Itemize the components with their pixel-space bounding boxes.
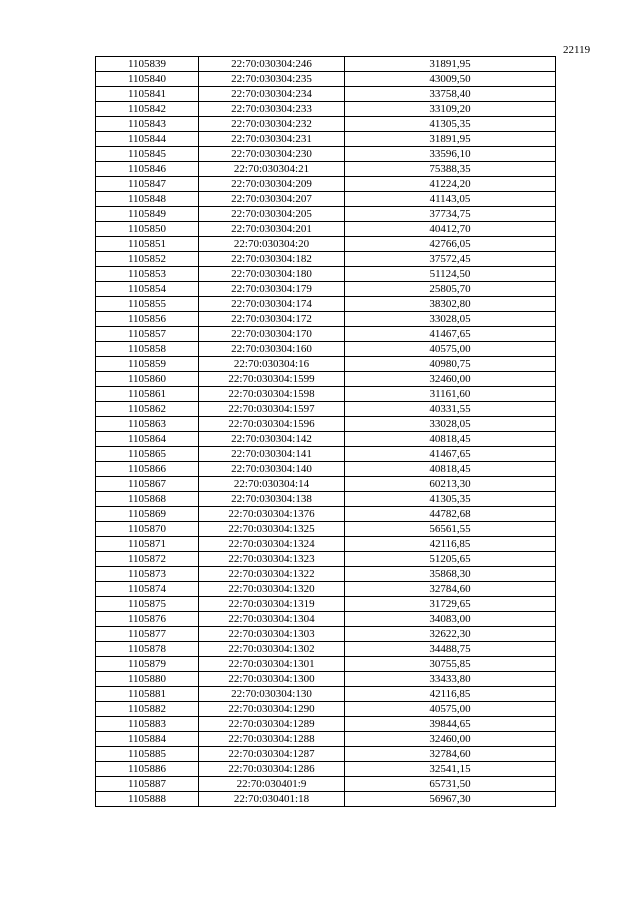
cadastral-value-cell: 75388,35 xyxy=(345,162,556,177)
cadastral-number-cell: 22:70:030304:230 xyxy=(199,147,345,162)
cadastral-value-cell: 65731,50 xyxy=(345,777,556,792)
row-number-cell: 1105860 xyxy=(96,372,199,387)
cadastral-value-cell: 31161,60 xyxy=(345,387,556,402)
table-row xyxy=(96,672,556,687)
cadastral-number-cell: 22:70:030304:201 xyxy=(199,222,345,237)
table-row xyxy=(96,237,556,252)
cadastral-value-cell: 41467,65 xyxy=(345,447,556,462)
table-row xyxy=(96,342,556,357)
table-row xyxy=(96,402,556,417)
cadastral-number-cell: 22:70:030304:14 xyxy=(199,477,345,492)
cadastral-number-cell: 22:70:030304:232 xyxy=(199,117,345,132)
cadastral-number-cell: 22:70:030304:205 xyxy=(199,207,345,222)
table-row xyxy=(96,777,556,792)
table-row xyxy=(96,732,556,747)
table-row xyxy=(96,522,556,537)
table-row xyxy=(96,477,556,492)
row-number-cell: 1105865 xyxy=(96,447,199,462)
cadastral-number-cell: 22:70:030304:1290 xyxy=(199,702,345,717)
table-row xyxy=(96,537,556,552)
row-number-cell: 1105872 xyxy=(96,552,199,567)
cadastral-value-cell: 40980,75 xyxy=(345,357,556,372)
row-number-cell: 1105878 xyxy=(96,642,199,657)
row-number-cell: 1105867 xyxy=(96,477,199,492)
table-row xyxy=(96,372,556,387)
row-number-cell: 1105859 xyxy=(96,357,199,372)
table-row xyxy=(96,387,556,402)
row-number-cell: 1105840 xyxy=(96,72,199,87)
table-row xyxy=(96,432,556,447)
cadastral-value-cell: 32784,60 xyxy=(345,747,556,762)
cadastral-value-cell: 33028,05 xyxy=(345,417,556,432)
cadastral-number-cell: 22:70:030304:246 xyxy=(199,57,345,72)
cadastral-value-cell: 37572,45 xyxy=(345,252,556,267)
table-row xyxy=(96,357,556,372)
table-row xyxy=(96,297,556,312)
table-row xyxy=(96,162,556,177)
cadastral-value-cell: 44782,68 xyxy=(345,507,556,522)
cadastral-number-cell: 22:70:030304:1597 xyxy=(199,402,345,417)
cadastral-number-cell: 22:70:030304:1302 xyxy=(199,642,345,657)
row-number-cell: 1105851 xyxy=(96,237,199,252)
row-number-cell: 1105862 xyxy=(96,402,199,417)
cadastral-value-cell: 42116,85 xyxy=(345,537,556,552)
cadastral-number-cell: 22:70:030304:160 xyxy=(199,342,345,357)
cadastral-value-cell: 31891,95 xyxy=(345,132,556,147)
cadastral-value-cell: 32460,00 xyxy=(345,732,556,747)
row-number-cell: 1105887 xyxy=(96,777,199,792)
cadastral-value-cell: 25805,70 xyxy=(345,282,556,297)
table-row xyxy=(96,147,556,162)
table-row xyxy=(96,657,556,672)
table-row xyxy=(96,762,556,777)
cadastral-value-cell: 39844,65 xyxy=(345,717,556,732)
row-number-cell: 1105881 xyxy=(96,687,199,702)
cadastral-value-cell: 41224,20 xyxy=(345,177,556,192)
table-row xyxy=(96,57,556,72)
row-number-cell: 1105854 xyxy=(96,282,199,297)
cadastral-value-cell: 56561,55 xyxy=(345,522,556,537)
cadastral-value-cell: 41305,35 xyxy=(345,492,556,507)
cadastral-value-cell: 37734,75 xyxy=(345,207,556,222)
cadastral-number-cell: 22:70:030304:1325 xyxy=(199,522,345,537)
row-number-cell: 1105858 xyxy=(96,342,199,357)
row-number-cell: 1105866 xyxy=(96,462,199,477)
cadastral-number-cell: 22:70:030304:182 xyxy=(199,252,345,267)
table-row xyxy=(96,207,556,222)
cadastral-value-cell: 32541,15 xyxy=(345,762,556,777)
cadastral-number-cell: 22:70:030401:9 xyxy=(199,777,345,792)
cadastral-number-cell: 22:70:030304:207 xyxy=(199,192,345,207)
table-row xyxy=(96,687,556,702)
row-number-cell: 1105864 xyxy=(96,432,199,447)
row-number-cell: 1105863 xyxy=(96,417,199,432)
cadastral-value-cell: 32622,30 xyxy=(345,627,556,642)
cadastral-number-cell: 22:70:030304:180 xyxy=(199,267,345,282)
cadastral-number-cell: 22:70:030304:234 xyxy=(199,87,345,102)
cadastral-value-cell: 34488,75 xyxy=(345,642,556,657)
cadastral-number-cell: 22:70:030304:1323 xyxy=(199,552,345,567)
row-number-cell: 1105848 xyxy=(96,192,199,207)
row-number-cell: 1105843 xyxy=(96,117,199,132)
cadastral-number-cell: 22:70:030304:1286 xyxy=(199,762,345,777)
cadastral-value-cell: 41143,05 xyxy=(345,192,556,207)
row-number-cell: 1105845 xyxy=(96,147,199,162)
row-number-cell: 1105884 xyxy=(96,732,199,747)
table-row xyxy=(96,87,556,102)
cadastral-value-cell: 40412,70 xyxy=(345,222,556,237)
cadastral-number-cell: 22:70:030304:1303 xyxy=(199,627,345,642)
table-row xyxy=(96,597,556,612)
table-row xyxy=(96,327,556,342)
cadastral-number-cell: 22:70:030304:1287 xyxy=(199,747,345,762)
row-number-cell: 1105850 xyxy=(96,222,199,237)
table-row xyxy=(96,117,556,132)
cadastral-value-cell: 40575,00 xyxy=(345,702,556,717)
table-row xyxy=(96,192,556,207)
cadastral-value-cell: 40818,45 xyxy=(345,462,556,477)
cadastral-number-cell: 22:70:030304:233 xyxy=(199,102,345,117)
cadastral-number-cell: 22:70:030304:1322 xyxy=(199,567,345,582)
cadastral-value-cell: 42766,05 xyxy=(345,237,556,252)
row-number-cell: 1105874 xyxy=(96,582,199,597)
table-row xyxy=(96,462,556,477)
row-number-cell: 1105852 xyxy=(96,252,199,267)
row-number-cell: 1105871 xyxy=(96,537,199,552)
row-number-cell: 1105849 xyxy=(96,207,199,222)
row-number-cell: 1105841 xyxy=(96,87,199,102)
cadastral-number-cell: 22:70:030304:142 xyxy=(199,432,345,447)
cadastral-number-cell: 22:70:030304:1288 xyxy=(199,732,345,747)
row-number-cell: 1105886 xyxy=(96,762,199,777)
table-row xyxy=(96,717,556,732)
cadastral-value-cell: 38302,80 xyxy=(345,297,556,312)
cadastral-value-cell: 33596,10 xyxy=(345,147,556,162)
table-row xyxy=(96,72,556,87)
cadastral-number-cell: 22:70:030304:138 xyxy=(199,492,345,507)
cadastral-number-cell: 22:70:030304:1596 xyxy=(199,417,345,432)
cadastral-value-cell: 56967,30 xyxy=(345,792,556,807)
row-number-cell: 1105870 xyxy=(96,522,199,537)
row-number-cell: 1105868 xyxy=(96,492,199,507)
cadastral-number-cell: 22:70:030304:179 xyxy=(199,282,345,297)
cadastral-number-cell: 22:70:030304:1376 xyxy=(199,507,345,522)
cadastral-number-cell: 22:70:030304:16 xyxy=(199,357,345,372)
row-number-cell: 1105861 xyxy=(96,387,199,402)
row-number-cell: 1105880 xyxy=(96,672,199,687)
cadastral-number-cell: 22:70:030304:209 xyxy=(199,177,345,192)
cadastral-number-cell: 22:70:030304:20 xyxy=(199,237,345,252)
table-row xyxy=(96,627,556,642)
row-number-cell: 1105844 xyxy=(96,132,199,147)
table-row xyxy=(96,222,556,237)
cadastral-number-cell: 22:70:030304:1301 xyxy=(199,657,345,672)
cadastral-value-cell: 30755,85 xyxy=(345,657,556,672)
cadastral-number-cell: 22:70:030304:1319 xyxy=(199,597,345,612)
table-row xyxy=(96,177,556,192)
table-row xyxy=(96,507,556,522)
cadastral-value-cell: 31891,95 xyxy=(345,57,556,72)
cadastral-number-cell: 22:70:030304:1599 xyxy=(199,372,345,387)
table-row xyxy=(96,612,556,627)
table-row xyxy=(96,132,556,147)
table-row xyxy=(96,702,556,717)
cadastral-value-table xyxy=(95,56,556,807)
table-row xyxy=(96,417,556,432)
cadastral-value-cell: 40818,45 xyxy=(345,432,556,447)
table-row xyxy=(96,582,556,597)
cadastral-number-cell: 22:70:030401:18 xyxy=(199,792,345,807)
cadastral-value-cell: 40575,00 xyxy=(345,342,556,357)
cadastral-value-cell: 33433,80 xyxy=(345,672,556,687)
row-number-cell: 1105873 xyxy=(96,567,199,582)
cadastral-value-cell: 41305,35 xyxy=(345,117,556,132)
row-number-cell: 1105846 xyxy=(96,162,199,177)
table-row xyxy=(96,492,556,507)
row-number-cell: 1105855 xyxy=(96,297,199,312)
table-row xyxy=(96,267,556,282)
cadastral-number-cell: 22:70:030304:140 xyxy=(199,462,345,477)
cadastral-number-cell: 22:70:030304:130 xyxy=(199,687,345,702)
cadastral-number-cell: 22:70:030304:1300 xyxy=(199,672,345,687)
row-number-cell: 1105876 xyxy=(96,612,199,627)
row-number-cell: 1105839 xyxy=(96,57,199,72)
cadastral-value-cell: 40331,55 xyxy=(345,402,556,417)
row-number-cell: 1105853 xyxy=(96,267,199,282)
table-body xyxy=(96,57,556,807)
row-number-cell: 1105888 xyxy=(96,792,199,807)
cadastral-number-cell: 22:70:030304:141 xyxy=(199,447,345,462)
cadastral-value-cell: 33758,40 xyxy=(345,87,556,102)
cadastral-value-cell: 33109,20 xyxy=(345,102,556,117)
row-number-cell: 1105879 xyxy=(96,657,199,672)
cadastral-number-cell: 22:70:030304:231 xyxy=(199,132,345,147)
row-number-cell: 1105857 xyxy=(96,327,199,342)
cadastral-value-cell: 60213,30 xyxy=(345,477,556,492)
cadastral-value-cell: 41467,65 xyxy=(345,327,556,342)
row-number-cell: 1105877 xyxy=(96,627,199,642)
table-row xyxy=(96,102,556,117)
cadastral-number-cell: 22:70:030304:1598 xyxy=(199,387,345,402)
table-row xyxy=(96,447,556,462)
cadastral-number-cell: 22:70:030304:174 xyxy=(199,297,345,312)
cadastral-number-cell: 22:70:030304:1289 xyxy=(199,717,345,732)
table-row xyxy=(96,747,556,762)
cadastral-value-cell: 33028,05 xyxy=(345,312,556,327)
table-row xyxy=(96,252,556,267)
table-row xyxy=(96,282,556,297)
row-number-cell: 1105842 xyxy=(96,102,199,117)
table-row xyxy=(96,312,556,327)
row-number-cell: 1105883 xyxy=(96,717,199,732)
cadastral-value-cell: 32784,60 xyxy=(345,582,556,597)
cadastral-value-cell: 31729,65 xyxy=(345,597,556,612)
table-row xyxy=(96,792,556,807)
cadastral-number-cell: 22:70:030304:21 xyxy=(199,162,345,177)
row-number-cell: 1105847 xyxy=(96,177,199,192)
row-number-cell: 1105885 xyxy=(96,747,199,762)
cadastral-value-cell: 51124,50 xyxy=(345,267,556,282)
table-row xyxy=(96,552,556,567)
table-row xyxy=(96,642,556,657)
cadastral-number-cell: 22:70:030304:1324 xyxy=(199,537,345,552)
cadastral-number-cell: 22:70:030304:170 xyxy=(199,327,345,342)
cadastral-number-cell: 22:70:030304:235 xyxy=(199,72,345,87)
cadastral-number-cell: 22:70:030304:1320 xyxy=(199,582,345,597)
row-number-cell: 1105875 xyxy=(96,597,199,612)
table-row xyxy=(96,567,556,582)
row-number-cell: 1105869 xyxy=(96,507,199,522)
cadastral-value-cell: 51205,65 xyxy=(345,552,556,567)
cadastral-value-cell: 34083,00 xyxy=(345,612,556,627)
row-number-cell: 1105856 xyxy=(96,312,199,327)
cadastral-number-cell: 22:70:030304:172 xyxy=(199,312,345,327)
cadastral-value-cell: 42116,85 xyxy=(345,687,556,702)
cadastral-value-cell: 32460,00 xyxy=(345,372,556,387)
cadastral-number-cell: 22:70:030304:1304 xyxy=(199,612,345,627)
page-number: 22119 xyxy=(563,44,591,56)
row-number-cell: 1105882 xyxy=(96,702,199,717)
cadastral-value-cell: 43009,50 xyxy=(345,72,556,87)
cadastral-value-cell: 35868,30 xyxy=(345,567,556,582)
